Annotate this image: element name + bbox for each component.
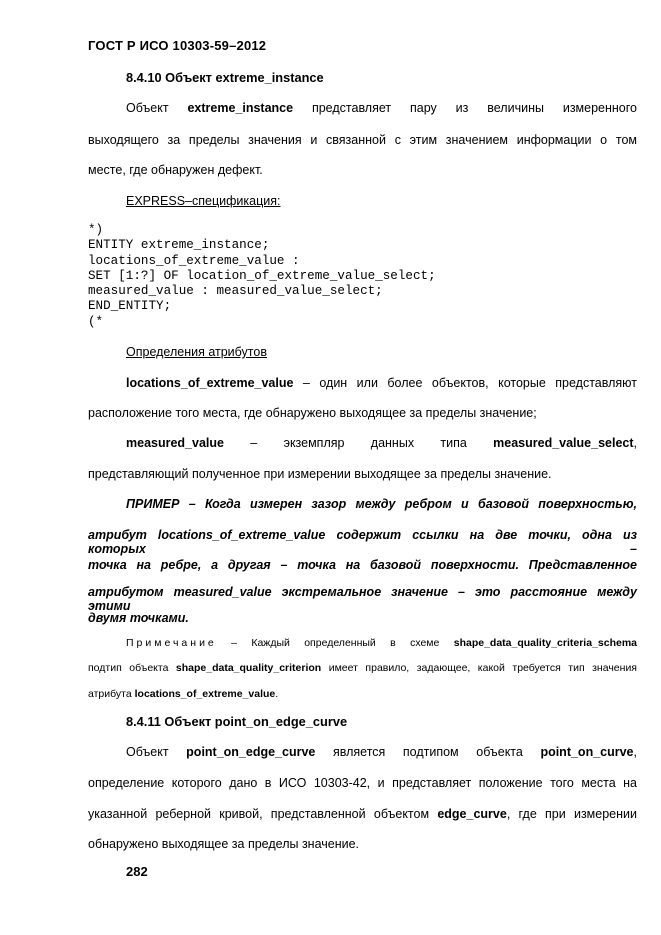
section-heading-8-4-11: 8.4.11 Объект point_on_edge_curve — [126, 714, 348, 729]
attr1-name: locations_of_extreme_value — [126, 376, 294, 390]
poec-line-4: обнаружено выходящее за пределы значение. — [88, 837, 360, 851]
attr2-name: measured_value — [126, 436, 224, 450]
note-line-2: подтип объекта shape_data_quality_criterion имеет правило, задающее, какой требуется тип значения — [88, 662, 637, 674]
intro-line-3: месте, где обнаружен дефект. — [88, 163, 263, 177]
note-line-1: Примечание – Каждый определенный в схеме shape_data_quality_criteria_schema — [126, 637, 637, 649]
example-line-3: точка на ребре, а другая – точка на базовой поверхности. Представленное — [88, 558, 637, 572]
example-line-4: атрибутом measured_value экстремальное значение – это расстояние между этими — [88, 585, 637, 613]
attr2-type: measured_value_select — [493, 436, 634, 450]
section-heading-8-4-10: 8.4.10 Объект extreme_instance — [126, 70, 324, 85]
entity-name: extreme_instance — [187, 101, 294, 115]
intro-line-1: Объект extreme_instance представляет пару из величины измеренного — [126, 101, 637, 115]
example-line-5: двумя точками. — [88, 611, 189, 625]
attr2-line-1: measured_value – экземпляр данных типа measured_value_select, — [126, 436, 637, 450]
note-line-3: атрибута locations_of_extreme_value. — [88, 688, 279, 700]
attr1-line-2: расположение того места, где обнаружено выходящее за пределы значение; — [88, 406, 537, 420]
attr2-line-2: представляющий полученное при измерении выходящее за пределы значение. — [88, 467, 552, 481]
intro-line-2: выходящего за пределы значения и связанной с этим значением информации о том — [88, 133, 637, 147]
attributes-label: Определения атрибутов — [126, 345, 267, 359]
page-number: 282 — [126, 864, 148, 879]
express-spec-label: EXPRESS–спецификация: — [126, 194, 281, 208]
attr1-line-1: locations_of_extreme_value – один или более объектов, которые представляют — [126, 376, 637, 390]
document-header: ГОСТ Р ИСО 10303-59–2012 — [88, 38, 267, 53]
poec-line-3: указанной реберной кривой, представленной объектом edge_curve, где при измерении — [88, 807, 638, 821]
note-label: Примечание — [126, 637, 217, 649]
express-code-block: *) ENTITY extreme_instance; locations_of_extreme_value : SET [1:?] OF location_of_extreme_value_select; measured_value : measured_value_select; END_ENTITY; (* — [88, 223, 436, 329]
example-line-2: атрибут locations_of_extreme_value содержит ссылки на две точки, одна из которых – — [88, 528, 637, 556]
poec-line-1: Объект point_on_edge_curve является подтипом объекта point_on_curve, — [126, 745, 637, 759]
poec-line-2: определение которого дано в ИСО 10303-42, и представляет положение того места на — [88, 776, 637, 790]
example-line-1: ПРИМЕР – Когда измерен зазор между ребром и базовой поверхностью, — [126, 497, 637, 511]
